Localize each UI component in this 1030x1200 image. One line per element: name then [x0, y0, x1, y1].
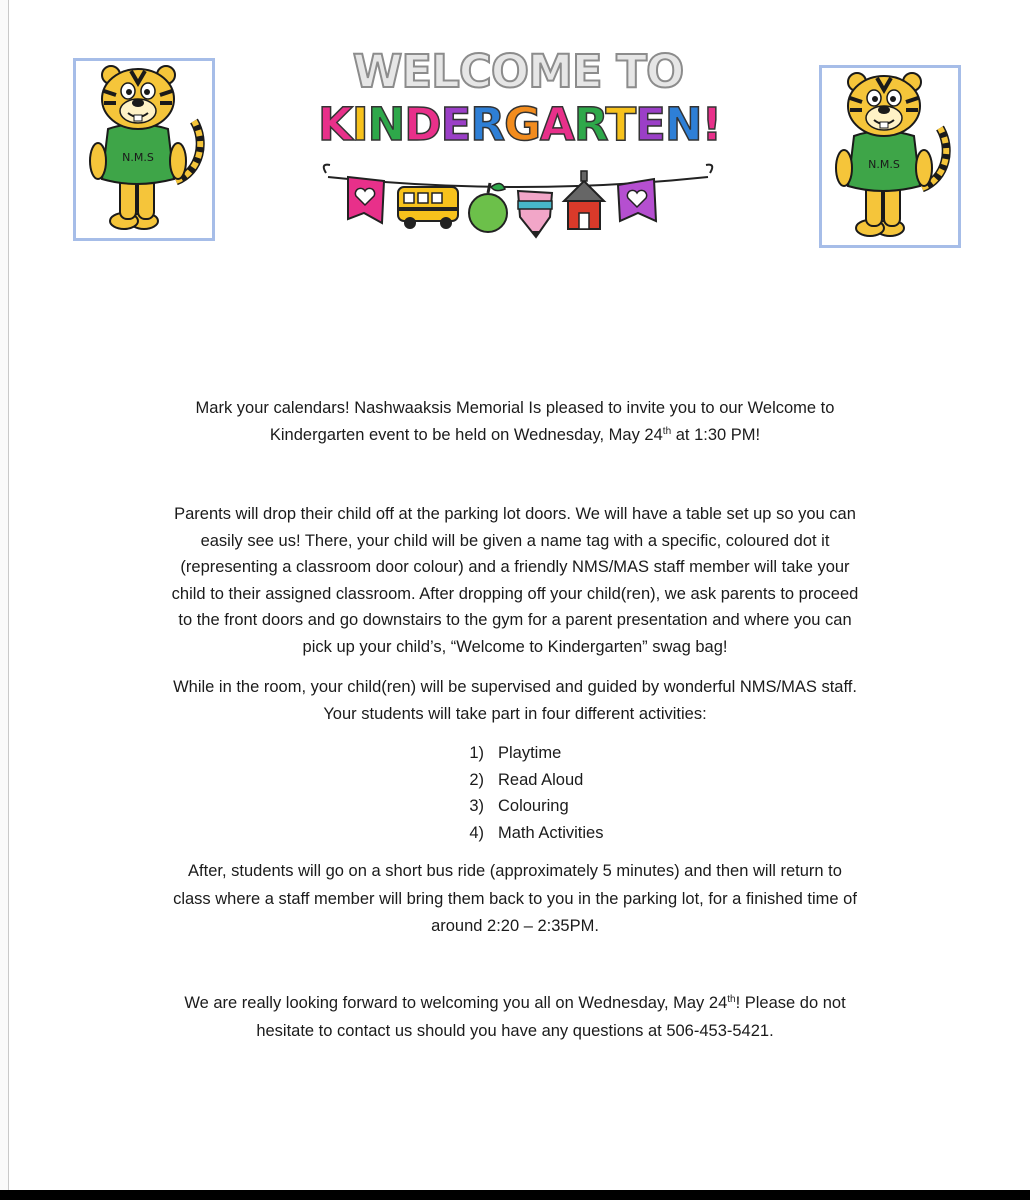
mascot-shirt-label: N.M.S: [122, 151, 154, 164]
dropoff-line: Parents will drop their child off at the parking lot doors. We will have a table set up so you can: [174, 505, 856, 523]
activities-list: [450, 740, 603, 846]
closing-line-1: We are really looking forward to welcoming you all on Wednesday, May 24th! Please do not: [184, 994, 846, 1012]
title-letter: E: [635, 98, 665, 151]
pencil-icon: [518, 191, 552, 237]
apple-icon: [469, 183, 507, 232]
dropoff-line: child to their assigned classroom. After dropping off your child(ren), we ask parents to proceed: [171, 584, 859, 603]
title-welcome-to: WELCOME TO: [352, 45, 684, 98]
tiger-mascot-left: [73, 58, 215, 241]
list-item: 2) Read Aloud: [469, 770, 584, 789]
room-paragraph: [100, 674, 930, 727]
tiger-mascot-right: [819, 65, 961, 248]
room-line: Your students will take part in four different activities:: [323, 704, 707, 723]
list-item: 3) Colouring: [469, 797, 569, 815]
dropoff-line: easily see us! There, your child will be given a name tag with a specific, coloured dot it: [200, 531, 830, 550]
mascot-shirt-label: N.M.S: [868, 158, 900, 171]
dropoff-line: (representing a classroom door colour) and a friendly NMS/MAS staff member will take your: [180, 558, 850, 576]
after-line: After, students will go on a short bus ride (approximately 5 minutes) and then will return to: [188, 862, 842, 880]
title-letter: R: [470, 98, 505, 151]
list-item: 1) Playtime: [469, 744, 562, 762]
welcome-header: [318, 40, 722, 250]
intro-paragraph: [100, 395, 930, 448]
title-letter: N: [367, 98, 405, 151]
list-item: 4) Math Activities: [469, 823, 604, 842]
room-line: While in the room, your child(ren) will be supervised and guided by wonderful NMS/MAS staff.: [173, 678, 857, 696]
intro-line-1: Mark your calendars! Nashwaaksis Memorial Is pleased to invite you to our Welcome to: [195, 399, 835, 417]
heart-flag-icon-2: [618, 179, 656, 221]
dropoff-line: pick up your child’s, “Welcome to Kindergarten” swag bag!: [302, 637, 728, 656]
heart-flag-icon: [348, 177, 384, 223]
page-edge: [0, 0, 9, 1190]
dropoff-paragraph: [100, 501, 930, 660]
after-line: around 2:20 – 2:35PM.: [431, 917, 599, 935]
title-letter: A: [540, 98, 574, 151]
schoolhouse-icon: [564, 171, 604, 229]
bottom-bar: [0, 1190, 1030, 1200]
title-letter: N: [664, 98, 702, 151]
school-bunting-banner: [318, 155, 718, 250]
after-paragraph: [100, 858, 930, 941]
dropoff-line: to the front doors and go downstairs to the gym for a parent presentation and where you can: [178, 611, 852, 629]
title-letter: K: [318, 98, 352, 151]
intro-line-2: Kindergarten event to be held on Wednesday, May 24th at 1:30 PM!: [269, 425, 761, 444]
closing-line-2: hesitate to contact us should you have any questions at 506-453-5421.: [256, 1022, 774, 1040]
title-kindergarten: [318, 98, 722, 151]
school-bus-icon: [398, 187, 458, 229]
after-line: class where a staff member will bring them back to you in the parking lot, for a finished time of: [173, 889, 857, 908]
title-letter: E: [440, 98, 471, 151]
closing-paragraph: [100, 989, 930, 1045]
tiger-mascot-icon: [76, 61, 212, 238]
title-letter: R: [573, 98, 606, 151]
title-letter: I: [351, 98, 368, 151]
title-letter: D: [404, 98, 441, 151]
tiger-mascot-icon: [822, 68, 958, 245]
title-letter: G: [504, 98, 540, 151]
title-letter: !: [701, 98, 722, 151]
title-letter: T: [605, 98, 636, 151]
